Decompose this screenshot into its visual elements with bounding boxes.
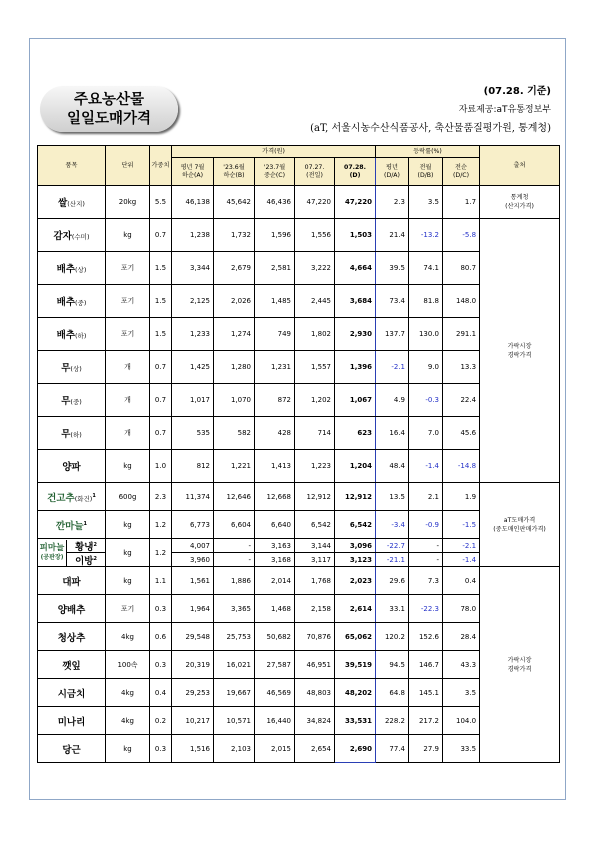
ratio-month: 74.1 <box>409 252 443 285</box>
weight-cell: 1.1 <box>150 567 172 595</box>
title-line2: 일일도매가격 <box>66 111 152 127</box>
ratio-period: 1.9 <box>443 483 480 511</box>
source-cell <box>480 186 560 219</box>
weight-cell: 0.3 <box>150 651 172 679</box>
item-label: 무 <box>61 429 71 440</box>
price-today: 3,684 <box>335 285 376 318</box>
price-today: 33,531 <box>335 707 376 735</box>
source-line: 가락시장 <box>507 342 532 350</box>
item-label: 대파 <box>62 576 81 588</box>
price-mid-month: 2,014 <box>255 567 295 595</box>
price-prev-month: 25,753 <box>214 623 255 651</box>
item-name <box>38 450 106 483</box>
source-line: 가락시장 <box>507 656 532 664</box>
ratio-normal: 33.1 <box>376 595 409 623</box>
ratio-period: 22.4 <box>443 384 480 417</box>
price-prev-month: 1,732 <box>214 219 255 252</box>
source-cell <box>480 483 560 567</box>
ratio-period: 1.7 <box>443 186 480 219</box>
source-cell <box>480 567 560 763</box>
source-cell <box>480 219 560 483</box>
price-prev-month: - <box>214 539 255 553</box>
header-price-group: 가격(원) <box>172 146 376 158</box>
unit-cell: 600g <box>106 483 150 511</box>
weight-cell: 0.4 <box>150 679 172 707</box>
item-label: 청상추 <box>57 632 86 644</box>
price-normal: 812 <box>172 450 214 483</box>
item-name <box>38 384 106 417</box>
weight-cell: 5.5 <box>150 186 172 219</box>
weight-cell: 0.7 <box>150 384 172 417</box>
price-today: 623 <box>335 417 376 450</box>
price-prev-month: 6,604 <box>214 511 255 539</box>
source-line: aT도매가격 <box>503 516 536 524</box>
item-label: 감자 <box>53 231 72 242</box>
price-prev-day: 1,768 <box>295 567 335 595</box>
unit-cell: 100속 <box>106 651 150 679</box>
ratio-period: 13.3 <box>443 351 480 384</box>
ratio-period: 33.5 <box>443 735 480 763</box>
price-mid-month: 1,596 <box>255 219 295 252</box>
weight-cell: 1.5 <box>150 285 172 318</box>
item-name <box>38 219 106 252</box>
price-mid-month: 12,668 <box>255 483 295 511</box>
source-line: (산지가격) <box>505 203 534 210</box>
ratio-month: 146.7 <box>409 651 443 679</box>
source-line: 경락가격 <box>507 665 532 673</box>
unit-cell: 개 <box>106 384 150 417</box>
header-ratio-normal: 평년 (D/A) <box>376 158 409 186</box>
price-mid-month: 1,468 <box>255 595 295 623</box>
weight-cell: 1.5 <box>150 252 172 285</box>
item-name <box>38 511 106 539</box>
price-prev-day: 714 <box>295 417 335 450</box>
price-prev-day: 47,220 <box>295 186 335 219</box>
unit-cell: kg <box>106 567 150 595</box>
price-normal: 1,964 <box>172 595 214 623</box>
price-mid-month: 6,640 <box>255 511 295 539</box>
ratio-month: -0.9 <box>409 511 443 539</box>
price-mid-month: 50,682 <box>255 623 295 651</box>
price-prev-day: 6,542 <box>295 511 335 539</box>
item-label: 배추 <box>56 297 75 308</box>
unit-cell: 포기 <box>106 285 150 318</box>
header-prev-month: '23.6월 하순(B) <box>214 158 255 186</box>
ratio-period: 0.4 <box>443 567 480 595</box>
ratio-month: 2.1 <box>409 483 443 511</box>
unit-cell: 4kg <box>106 623 150 651</box>
ratio-period: -14.8 <box>443 450 480 483</box>
weight-cell: 2.3 <box>150 483 172 511</box>
weight-cell: 1.0 <box>150 450 172 483</box>
ratio-month: 3.5 <box>409 186 443 219</box>
ratio-period: -2.1 <box>443 539 480 553</box>
price-normal: 29,548 <box>172 623 214 651</box>
item-grade: (화건) <box>74 494 93 503</box>
price-normal: 1,425 <box>172 351 214 384</box>
price-prev-day: 1,802 <box>295 318 335 351</box>
ratio-normal: 120.2 <box>376 623 409 651</box>
price-today: 1,503 <box>335 219 376 252</box>
price-normal: 1,561 <box>172 567 214 595</box>
header-weight: 가중치 <box>150 146 172 186</box>
price-today: 6,542 <box>335 511 376 539</box>
garlic-group-l2: (공판장) <box>40 553 64 561</box>
item-label: 양배추 <box>57 604 86 616</box>
item-name <box>38 679 106 707</box>
price-today: 2,023 <box>335 567 376 595</box>
price-prev-day: 48,803 <box>295 679 335 707</box>
price-normal: 1,017 <box>172 384 214 417</box>
price-prev-month: 3,365 <box>214 595 255 623</box>
ratio-normal: 4.9 <box>376 384 409 417</box>
item-footnote: 1 <box>83 520 87 527</box>
item-label: 미나리 <box>57 716 86 728</box>
weight-cell: 1.2 <box>150 511 172 539</box>
price-prev-day: 1,556 <box>295 219 335 252</box>
ratio-month: 81.8 <box>409 285 443 318</box>
unit-cell: 개 <box>106 417 150 450</box>
item-name <box>38 351 106 384</box>
price-normal: 3,344 <box>172 252 214 285</box>
item-label: 깻잎 <box>62 660 81 672</box>
price-today: 48,202 <box>335 679 376 707</box>
price-mid-month: 27,587 <box>255 651 295 679</box>
ratio-period: -1.5 <box>443 511 480 539</box>
item-label: 배추 <box>56 330 75 341</box>
price-today: 3,096 <box>335 539 376 553</box>
weight-cell: 0.2 <box>150 707 172 735</box>
price-mid-month: 1,413 <box>255 450 295 483</box>
ratio-month: -13.2 <box>409 219 443 252</box>
ratio-normal: 48.4 <box>376 450 409 483</box>
price-normal: 1,516 <box>172 735 214 763</box>
item-grade: (상) <box>75 266 87 274</box>
price-today: 1,396 <box>335 351 376 384</box>
header-source: 출처 <box>480 146 560 186</box>
ratio-period: 148.0 <box>443 285 480 318</box>
price-mid-month: 749 <box>255 318 295 351</box>
price-prev-day: 3,117 <box>295 553 335 567</box>
price-prev-day: 2,654 <box>295 735 335 763</box>
item-grade: (산지) <box>67 200 85 208</box>
price-normal: 2,125 <box>172 285 214 318</box>
price-normal: 11,374 <box>172 483 214 511</box>
price-normal: 20,319 <box>172 651 214 679</box>
price-prev-month: 2,679 <box>214 252 255 285</box>
price-prev-month: 16,021 <box>214 651 255 679</box>
item-name <box>38 285 106 318</box>
garlic-grade-1: 황냉$^2$ <box>67 539 105 553</box>
weight-cell: 0.6 <box>150 623 172 651</box>
ratio-month: 7.3 <box>409 567 443 595</box>
item-name <box>38 417 106 450</box>
item-grade: (하) <box>75 332 87 340</box>
ratio-normal: -2.1 <box>376 351 409 384</box>
price-prev-month: 1,280 <box>214 351 255 384</box>
price-mid-month: 1,485 <box>255 285 295 318</box>
price-prev-day: 1,223 <box>295 450 335 483</box>
header-normal-avg: 평년 7월 하순(A) <box>172 158 214 186</box>
unit-cell: kg <box>106 539 150 567</box>
item-label: 쌀 <box>58 198 68 209</box>
price-today: 1,204 <box>335 450 376 483</box>
price-today: 3,123 <box>335 553 376 567</box>
header-item: 품목 <box>38 146 106 186</box>
ratio-month: 7.0 <box>409 417 443 450</box>
ratio-month: - <box>409 553 443 567</box>
price-prev-day: 34,824 <box>295 707 335 735</box>
price-prev-month: 19,667 <box>214 679 255 707</box>
price-prev-day: 2,445 <box>295 285 335 318</box>
item-name <box>38 318 106 351</box>
ratio-month: -0.3 <box>409 384 443 417</box>
price-mid-month: 872 <box>255 384 295 417</box>
data-provider: 자료제공:aT유통정보부 <box>458 105 551 115</box>
item-grade: (상) <box>70 365 82 373</box>
ratio-normal: 2.3 <box>376 186 409 219</box>
ratio-period: 43.3 <box>443 651 480 679</box>
price-prev-month: 12,646 <box>214 483 255 511</box>
price-mid-month: 3,168 <box>255 553 295 567</box>
price-prev-day: 70,876 <box>295 623 335 651</box>
ratio-period: 78.0 <box>443 595 480 623</box>
price-prev-day: 46,951 <box>295 651 335 679</box>
price-mid-month: 16,440 <box>255 707 295 735</box>
item-grade: (중) <box>70 398 82 406</box>
weight-cell: 1.5 <box>150 318 172 351</box>
price-prev-month: 1,221 <box>214 450 255 483</box>
source-line: 통계청 <box>510 194 529 201</box>
price-prev-day: 3,144 <box>295 539 335 553</box>
weight-cell: 1.2 <box>150 539 172 567</box>
table-row <box>38 483 560 511</box>
weight-cell: 0.7 <box>150 351 172 384</box>
price-normal: 535 <box>172 417 214 450</box>
price-prev-month: 45,642 <box>214 186 255 219</box>
ratio-period: 28.4 <box>443 623 480 651</box>
ratio-month: 9.0 <box>409 351 443 384</box>
price-today: 47,220 <box>335 186 376 219</box>
price-mid-month: 3,163 <box>255 539 295 553</box>
price-today: 65,062 <box>335 623 376 651</box>
unit-cell: 4kg <box>106 707 150 735</box>
ratio-period: 45.6 <box>443 417 480 450</box>
garlic-group-cell <box>38 539 106 567</box>
ratio-normal: 64.8 <box>376 679 409 707</box>
price-mid-month: 2,015 <box>255 735 295 763</box>
price-prev-day: 12,912 <box>295 483 335 511</box>
header-mid-month: '23.7월 중순(C) <box>255 158 295 186</box>
item-grade: (중) <box>75 299 87 307</box>
data-sources: (aT, 서울시농수산식품공사, 축산물품질평가원, 통계청) <box>310 123 551 134</box>
header-prev-day: 07.27. (전일) <box>295 158 335 186</box>
ratio-normal: -22.7 <box>376 539 409 553</box>
price-normal: 3,960 <box>172 553 214 567</box>
price-prev-month: 10,571 <box>214 707 255 735</box>
ratio-period: -5.8 <box>443 219 480 252</box>
ratio-month: -1.4 <box>409 450 443 483</box>
header-unit: 단위 <box>106 146 150 186</box>
ratio-normal: -21.1 <box>376 553 409 567</box>
unit-cell: kg <box>106 450 150 483</box>
header-ratio-month: 전월 (D/B) <box>409 158 443 186</box>
item-name <box>38 483 106 511</box>
price-mid-month: 2,581 <box>255 252 295 285</box>
ratio-month: 145.1 <box>409 679 443 707</box>
unit-cell: kg <box>106 511 150 539</box>
ratio-normal: 94.5 <box>376 651 409 679</box>
item-name <box>38 707 106 735</box>
price-mid-month: 1,231 <box>255 351 295 384</box>
ratio-normal: 73.4 <box>376 285 409 318</box>
price-prev-month: 1,274 <box>214 318 255 351</box>
ratio-normal: 77.4 <box>376 735 409 763</box>
ratio-normal: 21.4 <box>376 219 409 252</box>
unit-cell: 포기 <box>106 252 150 285</box>
ratio-month: - <box>409 539 443 553</box>
item-label: 무 <box>61 396 71 407</box>
weight-cell: 0.7 <box>150 219 172 252</box>
price-today: 4,664 <box>335 252 376 285</box>
ratio-normal: 29.6 <box>376 567 409 595</box>
table-row <box>38 186 560 219</box>
ratio-normal: 228.2 <box>376 707 409 735</box>
unit-cell: 개 <box>106 351 150 384</box>
item-label: 무 <box>61 363 71 374</box>
garlic-group-l1: 피마늘 <box>39 542 65 553</box>
item-name <box>38 252 106 285</box>
price-prev-month: 2,026 <box>214 285 255 318</box>
price-today: 2,930 <box>335 318 376 351</box>
header-today: 07.28. (D) <box>335 158 376 186</box>
title-line1: 주요농산물 <box>73 92 145 108</box>
price-normal: 10,217 <box>172 707 214 735</box>
price-normal: 6,773 <box>172 511 214 539</box>
unit-cell: 4kg <box>106 679 150 707</box>
ratio-period: 104.0 <box>443 707 480 735</box>
ratio-period: -1.4 <box>443 553 480 567</box>
price-prev-day: 1,557 <box>295 351 335 384</box>
ratio-normal: -3.4 <box>376 511 409 539</box>
item-label: 건고추 <box>47 492 75 504</box>
price-prev-day: 1,202 <box>295 384 335 417</box>
item-name <box>38 623 106 651</box>
unit-cell: 포기 <box>106 595 150 623</box>
ratio-normal: 16.4 <box>376 417 409 450</box>
item-name <box>38 567 106 595</box>
item-grade: (하) <box>70 431 82 439</box>
reference-date: (07.28. 기준) <box>483 86 551 97</box>
item-footnote: 1 <box>92 492 96 499</box>
ratio-normal: 13.5 <box>376 483 409 511</box>
item-name <box>38 651 106 679</box>
price-normal: 4,007 <box>172 539 214 553</box>
table-row <box>38 219 560 252</box>
unit-cell: 20kg <box>106 186 150 219</box>
ratio-normal: 39.5 <box>376 252 409 285</box>
header-ratio-period: 전순 (D/C) <box>443 158 480 186</box>
weight-cell: 0.3 <box>150 595 172 623</box>
table-row <box>38 567 560 595</box>
item-label: 배추 <box>56 264 75 275</box>
header-ratio-group: 등락률(%) <box>376 146 480 158</box>
item-name <box>38 595 106 623</box>
price-prev-month: 2,103 <box>214 735 255 763</box>
ratio-period: 291.1 <box>443 318 480 351</box>
item-grade: (수미) <box>71 233 90 241</box>
item-name <box>38 186 106 219</box>
price-mid-month: 46,569 <box>255 679 295 707</box>
source-line: 경락가격 <box>507 351 532 359</box>
weight-cell: 0.3 <box>150 735 172 763</box>
weight-cell: 0.7 <box>150 417 172 450</box>
ratio-month: 217.2 <box>409 707 443 735</box>
price-normal: 29,253 <box>172 679 214 707</box>
price-prev-month: 1,070 <box>214 384 255 417</box>
price-today: 12,912 <box>335 483 376 511</box>
garlic-grade-2: 이방$^2$ <box>75 555 97 567</box>
price-prev-month: 582 <box>214 417 255 450</box>
ratio-month: 27.9 <box>409 735 443 763</box>
title-badge <box>40 86 178 132</box>
price-prev-day: 3,222 <box>295 252 335 285</box>
ratio-period: 3.5 <box>443 679 480 707</box>
price-mid-month: 46,436 <box>255 186 295 219</box>
price-today: 2,614 <box>335 595 376 623</box>
price-table <box>37 145 560 763</box>
price-prev-month: - <box>214 553 255 567</box>
price-today: 39,519 <box>335 651 376 679</box>
price-normal: 1,233 <box>172 318 214 351</box>
item-label: 당근 <box>62 744 81 756</box>
ratio-month: -22.3 <box>409 595 443 623</box>
item-name <box>38 735 106 763</box>
price-normal: 46,138 <box>172 186 214 219</box>
unit-cell: 포기 <box>106 318 150 351</box>
item-label: 시금치 <box>57 688 86 700</box>
price-mid-month: 428 <box>255 417 295 450</box>
unit-cell: kg <box>106 219 150 252</box>
price-today: 2,690 <box>335 735 376 763</box>
item-label: 양파 <box>62 462 81 473</box>
ratio-normal: 137.7 <box>376 318 409 351</box>
price-normal: 1,238 <box>172 219 214 252</box>
source-line: (중도매인판매가격) <box>493 525 546 533</box>
item-label: 깐마늘 <box>55 520 84 532</box>
price-today: 1,067 <box>335 384 376 417</box>
ratio-period: 80.7 <box>443 252 480 285</box>
price-prev-day: 2,158 <box>295 595 335 623</box>
ratio-month: 152.6 <box>409 623 443 651</box>
price-prev-month: 1,886 <box>214 567 255 595</box>
ratio-month: 130.0 <box>409 318 443 351</box>
unit-cell: kg <box>106 735 150 763</box>
